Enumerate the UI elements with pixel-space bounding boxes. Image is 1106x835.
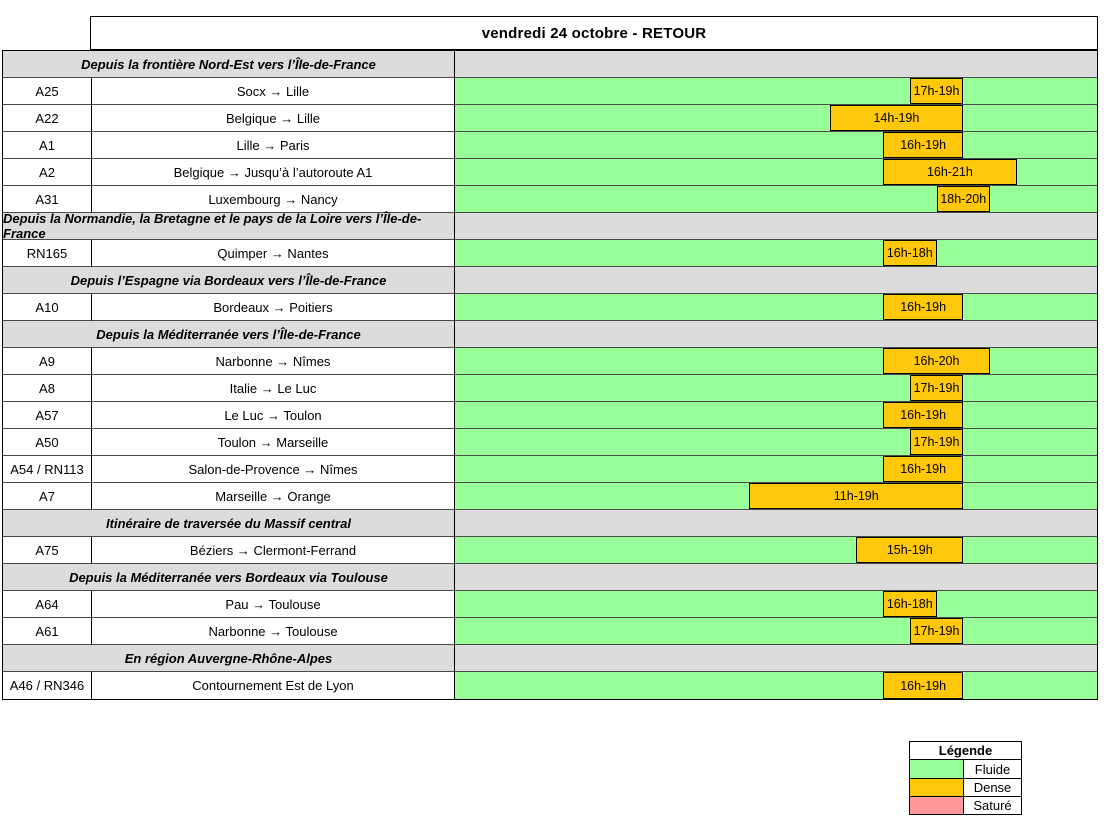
timeline-cell	[455, 375, 1097, 402]
route-label: Salon-de-Provence → Nîmes	[92, 456, 455, 483]
road-code: A9	[3, 348, 92, 375]
dense-band-label: 16h-19h	[900, 300, 947, 314]
road-code: A2	[3, 159, 92, 186]
section-label: Depuis la Méditerranée vers Bordeaux via Toulouse	[3, 564, 455, 591]
dense-band	[883, 294, 963, 320]
timeline-cell	[455, 672, 1097, 699]
section-header-row	[3, 267, 1097, 294]
route-label: Béziers → Clermont-Ferrand	[92, 537, 455, 564]
road-code: A46 / RN346	[3, 672, 92, 699]
dense-band	[883, 132, 963, 158]
dense-band-label: 18h-20h	[940, 192, 987, 206]
road-row	[3, 186, 1097, 213]
dense-band	[883, 348, 990, 374]
road-row	[3, 537, 1097, 564]
road-row	[3, 159, 1097, 186]
dense-band	[749, 483, 963, 509]
road-row	[3, 240, 1097, 267]
road-row	[3, 429, 1097, 456]
route-label: Contournement Est de Lyon	[92, 672, 455, 699]
legend-swatch	[910, 760, 964, 778]
section-header-row	[3, 564, 1097, 591]
timeline-cell	[455, 591, 1097, 618]
dense-band	[910, 429, 964, 455]
road-row	[3, 456, 1097, 483]
legend-label: Saturé	[973, 798, 1012, 813]
road-code: A10	[3, 294, 92, 321]
section-timeline-cell	[455, 564, 1097, 591]
section-label: Depuis la Méditerranée vers l’Île-de-France	[3, 321, 455, 348]
timeline-cell	[455, 429, 1097, 456]
timeline-cell	[455, 618, 1097, 645]
section-timeline-cell	[455, 213, 1097, 240]
legend-items	[910, 760, 1021, 814]
table-title	[90, 16, 1098, 50]
legend-label: Fluide	[974, 761, 1011, 777]
section-timeline-cell	[455, 645, 1097, 672]
timeline-cell	[455, 456, 1097, 483]
route-label: Belgique → Lille	[92, 105, 455, 132]
dense-band-label: 16h-20h	[913, 354, 960, 368]
dense-band-label: 17h-19h	[913, 624, 960, 638]
road-row	[3, 375, 1097, 402]
dense-band	[856, 537, 963, 563]
road-row	[3, 618, 1097, 645]
table-rows	[2, 50, 1098, 700]
route-label: Luxembourg → Nancy	[92, 186, 455, 213]
road-code: A8	[3, 375, 92, 402]
road-code: A50	[3, 429, 92, 456]
section-label: Depuis la frontière Nord-Est vers l’Île-de-France	[3, 51, 455, 78]
section-timeline-cell	[455, 267, 1097, 294]
route-label: Le Luc → Toulon	[92, 402, 455, 429]
timeline-cell	[455, 186, 1097, 213]
dense-band	[883, 402, 963, 428]
dense-band-label: 16h-19h	[900, 462, 947, 476]
road-code: RN165	[3, 240, 92, 267]
dense-band	[937, 186, 991, 212]
road-row	[3, 105, 1097, 132]
section-header-row	[3, 645, 1097, 672]
section-timeline-cell	[455, 321, 1097, 348]
road-row	[3, 483, 1097, 510]
dense-band-label: 16h-19h	[900, 408, 947, 422]
timeline-cell	[455, 348, 1097, 375]
legend-swatch	[910, 779, 964, 796]
route-label: Narbonne → Toulouse	[92, 618, 455, 645]
section-label: En région Auvergne-Rhône-Alpes	[3, 645, 455, 672]
legend-row	[910, 796, 1021, 814]
section-header-row	[3, 51, 1097, 78]
dense-band-label: 16h-18h	[886, 246, 933, 260]
road-code: A31	[3, 186, 92, 213]
timeline-cell	[455, 78, 1097, 105]
section-timeline-cell	[455, 51, 1097, 78]
dense-band-label: 16h-21h	[926, 165, 973, 179]
legend-swatch	[910, 797, 964, 814]
road-row	[3, 591, 1097, 618]
timeline-cell	[455, 105, 1097, 132]
dense-band-label: 14h-19h	[873, 111, 920, 125]
timeline-cell	[455, 132, 1097, 159]
dense-band-label: 17h-19h	[913, 381, 960, 395]
road-row	[3, 402, 1097, 429]
dense-band-label: 16h-19h	[900, 678, 947, 693]
section-label: Depuis l’Espagne via Bordeaux vers l’Île-de-France	[3, 267, 455, 294]
road-row	[3, 672, 1097, 699]
route-label: Quimper → Nantes	[92, 240, 455, 267]
road-code: A25	[3, 78, 92, 105]
dense-band-label: 17h-19h	[913, 84, 960, 98]
dense-band	[910, 618, 964, 644]
section-header-row	[3, 510, 1097, 537]
traffic-forecast-table	[2, 16, 1098, 700]
route-label: Narbonne → Nîmes	[92, 348, 455, 375]
legend	[909, 741, 1022, 815]
dense-band-label: 15h-19h	[886, 543, 933, 557]
road-code: A22	[3, 105, 92, 132]
road-code: A1	[3, 132, 92, 159]
timeline-cell	[455, 537, 1097, 564]
section-header-row	[3, 321, 1097, 348]
legend-row	[910, 778, 1021, 796]
dense-band	[883, 591, 937, 617]
route-label: Bordeaux → Poitiers	[92, 294, 455, 321]
road-code: A75	[3, 537, 92, 564]
route-label: Marseille → Orange	[92, 483, 455, 510]
timeline-cell	[455, 240, 1097, 267]
dense-band	[910, 375, 964, 401]
road-code: A7	[3, 483, 92, 510]
route-label: Belgique → Jusqu’à l’autoroute A1	[92, 159, 455, 186]
legend-title: Légende	[910, 742, 1021, 760]
dense-band	[883, 456, 963, 482]
road-row	[3, 78, 1097, 105]
section-label: Itinéraire de traversée du Massif central	[3, 510, 455, 537]
road-code: A57	[3, 402, 92, 429]
dense-band-label: 17h-19h	[913, 435, 960, 449]
route-label: Toulon → Marseille	[92, 429, 455, 456]
section-timeline-cell	[455, 510, 1097, 537]
timeline-cell	[455, 402, 1097, 429]
road-row	[3, 294, 1097, 321]
dense-band-label: 16h-18h	[886, 597, 933, 611]
road-code: A54 / RN113	[3, 456, 92, 483]
dense-band	[830, 105, 964, 131]
dense-band	[883, 159, 1017, 185]
table-title-text: vendredi 24 octobre - RETOUR	[481, 24, 707, 42]
dense-band	[883, 240, 937, 266]
timeline-cell	[455, 294, 1097, 321]
legend-row	[910, 760, 1021, 778]
dense-band	[883, 672, 963, 699]
timeline-cell	[455, 483, 1097, 510]
route-label: Pau → Toulouse	[92, 591, 455, 618]
timeline-cell	[455, 159, 1097, 186]
route-label: Lille → Paris	[92, 132, 455, 159]
section-header-row	[3, 213, 1097, 240]
dense-band-label: 11h-19h	[833, 489, 879, 503]
dense-band	[910, 78, 964, 104]
legend-label: Dense	[973, 780, 1012, 795]
road-code: A64	[3, 591, 92, 618]
road-code: A61	[3, 618, 92, 645]
route-label: Socx → Lille	[92, 78, 455, 105]
road-row	[3, 348, 1097, 375]
section-label: Depuis la Normandie, la Bretagne et le pays de la Loire vers l’Île-de-France	[3, 213, 455, 240]
route-label: Italie → Le Luc	[92, 375, 455, 402]
dense-band-label: 16h-19h	[900, 138, 947, 152]
road-row	[3, 132, 1097, 159]
